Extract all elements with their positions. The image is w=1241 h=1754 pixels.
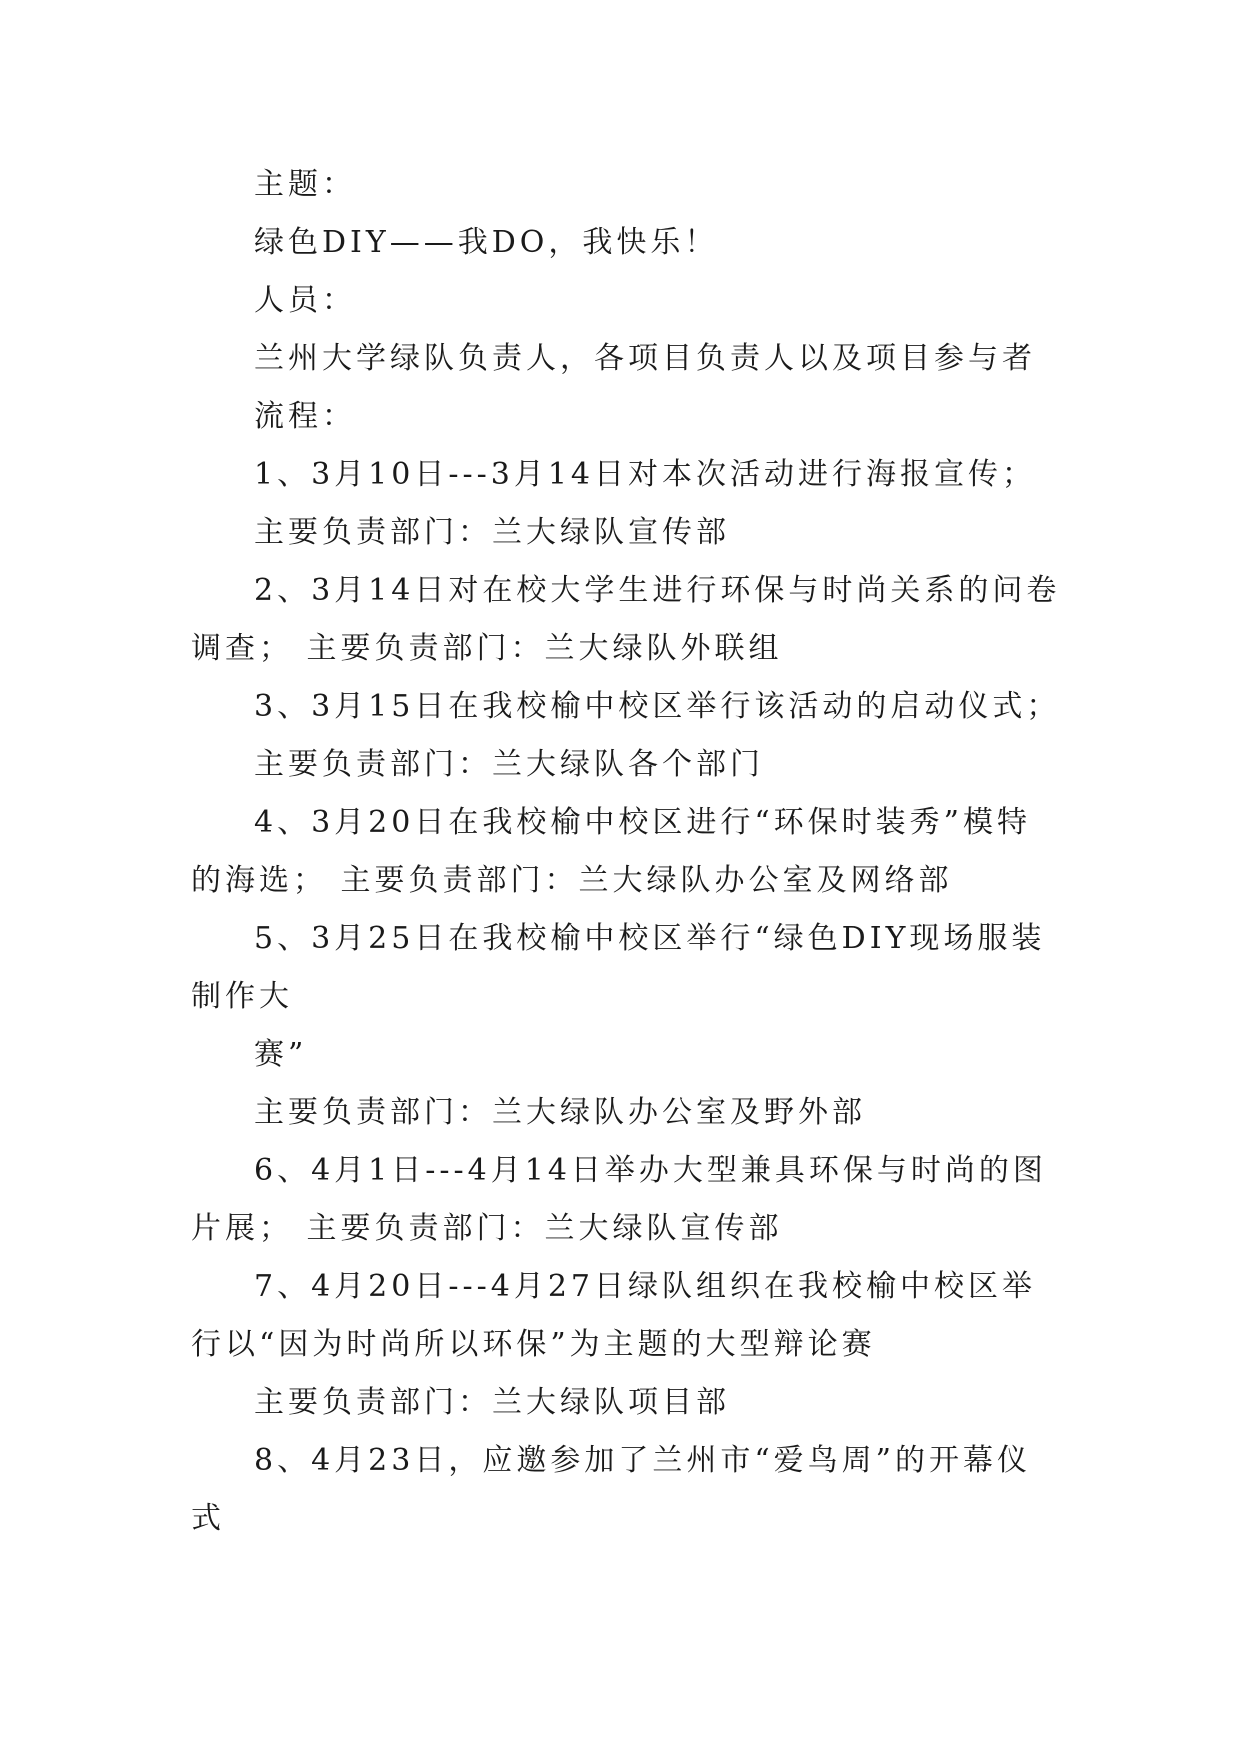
text-line: 主题： <box>254 167 356 202</box>
text-line: 绿色DIY——我DO，我快乐！ <box>254 225 719 260</box>
text-line: 2、3月14日对在校大学生进行环保与时尚关系的问卷 <box>254 573 1061 608</box>
document-body <box>191 156 1061 1548</box>
text-line: 流程： <box>254 399 356 434</box>
text-line: 行以“因为时尚所以环保”为主题的大型辩论赛 <box>191 1327 876 1362</box>
text-line: 6、4月1日---4月14日举办大型兼具环保与时尚的图 <box>254 1153 1047 1188</box>
text-line: 人员： <box>254 283 356 318</box>
text-line: 制作大 <box>191 979 293 1014</box>
text-line: 3、3月15日在我校榆中校区举行该活动的启动仪式； <box>254 689 1061 724</box>
text-line: 主要负责部门：兰大绿队办公室及野外部 <box>254 1095 866 1130</box>
text-line: 4、3月20日在我校榆中校区进行“环保时装秀”模特 <box>254 805 1032 840</box>
text-line: 的海选； 主要负责部门：兰大绿队办公室及网络部 <box>191 863 953 898</box>
text-line: 8、4月23日，应邀参加了兰州市“爱鸟周”的开幕仪 <box>254 1443 1032 1478</box>
text-line: 主要负责部门：兰大绿队项目部 <box>254 1385 730 1420</box>
text-line: 1、3月10日---3月14日对本次活动进行海报宣传； <box>254 457 1037 492</box>
text-line: 片展； 主要负责部门：兰大绿队宣传部 <box>191 1211 783 1246</box>
text-line: 赛” <box>254 1037 308 1072</box>
text-line: 式 <box>191 1501 225 1536</box>
text-line: 调查； 主要负责部门：兰大绿队外联组 <box>191 631 783 666</box>
text-line: 主要负责部门：兰大绿队各个部门 <box>254 747 764 782</box>
text-line: 7、4月20日---4月27日绿队组织在我校榆中校区举 <box>254 1269 1037 1304</box>
text-line: 5、3月25日在我校榆中校区举行“绿色DIY现场服装 <box>254 921 1046 956</box>
text-line: 主要负责部门：兰大绿队宣传部 <box>254 515 730 550</box>
text-line: 兰州大学绿队负责人，各项目负责人以及项目参与者 <box>254 341 1036 376</box>
